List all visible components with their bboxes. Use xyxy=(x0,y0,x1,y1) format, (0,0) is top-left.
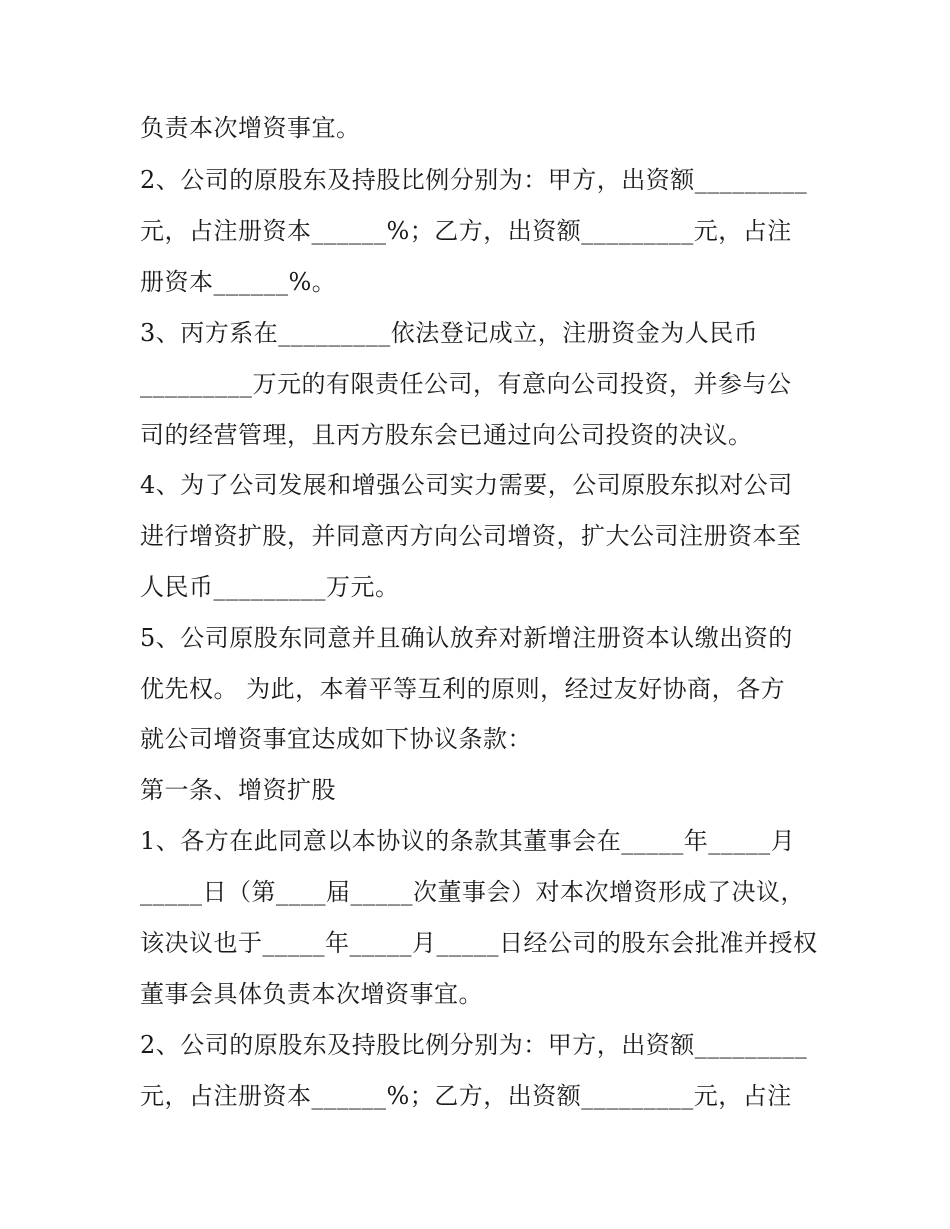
text-line: 该决议也于_____年_____月_____日经公司的股东会批准并授权 xyxy=(140,929,818,957)
text-line: 3、丙方系在_________依法登记成立，注册资金为人民币 xyxy=(140,319,759,347)
text-line: 2、公司的原股东及持股比例分别为：甲方，出资额_________ xyxy=(140,1031,808,1059)
text-line: 优先权。 为此，本着平等互利的原则，经过友好协商，各方 xyxy=(140,675,786,703)
text-line: 元，占注册资本______%；乙方，出资额_________元，占注 xyxy=(140,217,792,245)
text-line: 董事会具体负责本次增资事宜。 xyxy=(140,980,483,1008)
text-line: 4、为了公司发展和增强公司实力需要，公司原股东拟对公司 xyxy=(140,471,793,499)
text-line: _____日（第____届_____次董事会）对本次增资形成了决议， xyxy=(140,878,805,906)
text-line: 进行增资扩股，并同意丙方向公司增资，扩大公司注册资本至 xyxy=(140,522,802,550)
section-heading: 第一条、增资扩股 xyxy=(140,776,336,804)
text-line: 5、公司原股东同意并且确认放弃对新增注册资本认缴出资的 xyxy=(140,624,793,652)
text-line: 司的经营管理，且丙方股东会已通过向公司投资的决议。 xyxy=(140,421,753,449)
text-line: 1、各方在此同意以本协议的条款其董事会在_____年_____月 xyxy=(140,827,796,855)
text-line: 2、公司的原股东及持股比例分别为：甲方，出资额_________ xyxy=(140,166,808,194)
text-line: 元，占注册资本______%；乙方，出资额_________元，占注 xyxy=(140,1082,792,1110)
text-line: 就公司增资事宜达成如下协议条款： xyxy=(140,725,532,753)
text-line: _________万元的有限责任公司，有意向公司投资，并参与公 xyxy=(140,370,792,398)
text-line: 册资本______%。 xyxy=(140,268,337,296)
text-line: 人民币_________万元。 xyxy=(140,573,400,601)
text-line: 负责本次增资事宜。 xyxy=(140,114,361,142)
